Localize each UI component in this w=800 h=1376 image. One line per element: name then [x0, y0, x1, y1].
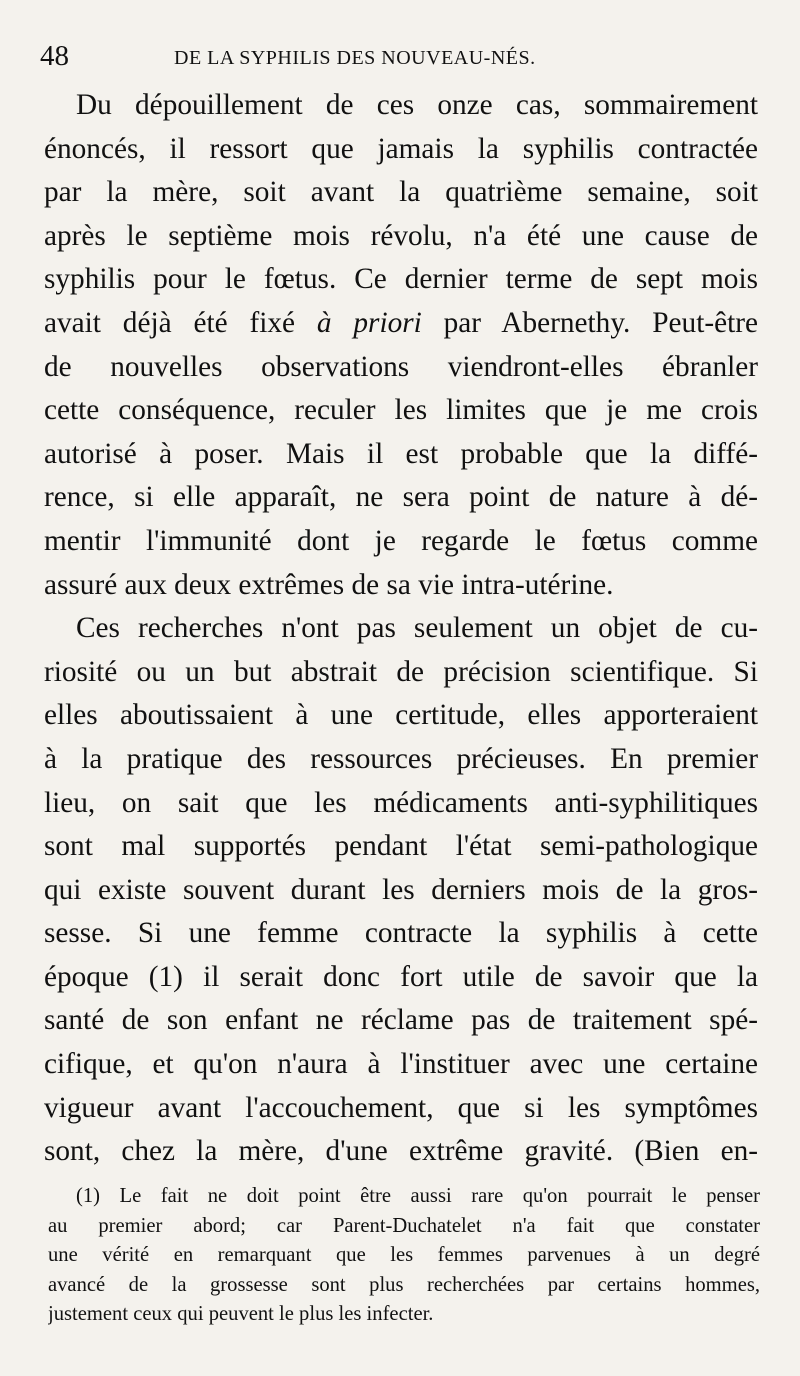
text-line: Ces recherches n'ont pas seulement un objet de cu- — [76, 612, 758, 645]
text-line: cette conséquence, reculer les limites que je me crois — [44, 394, 758, 427]
text-line: autorisé à poser. Mais il est probable que la diffé- — [44, 437, 758, 470]
text-line: vigueur avant l'accouchement, que si les symptômes — [44, 1091, 758, 1124]
footnote-line: une vérité en remarquant que les femmes parvenues à un degré — [48, 1244, 760, 1267]
text-segment: époque — [44, 960, 129, 993]
footnote-line: avancé de la grossesse sont plus recherchées par certains hommes, — [48, 1273, 760, 1296]
text-line — [44, 956, 758, 1000]
text-line: de nouvelles observations viendront-elles ébranler — [44, 350, 758, 383]
footnote-line: au premier abord; car Parent-Duchatelet n'a fait que constater — [48, 1214, 760, 1237]
text-line: après le septième mois révolu, n'a été une cause de — [44, 219, 758, 252]
italic-phrase: à priori — [316, 306, 422, 339]
text-line: riosité ou un but abstrait de précision scientifique. Si — [44, 655, 758, 688]
text-line: cifique, et qu'on n'aura à l'instituer avec une certaine — [44, 1048, 758, 1081]
text-line: mentir l'immunité dont je regarde le fœtus comme — [44, 524, 758, 557]
text-line: énoncés, il ressort que jamais la syphilis contractée — [44, 132, 758, 165]
text-line: à la pratique des ressources précieuses. En premier — [44, 742, 758, 775]
running-title: DE LA SYPHILIS DES NOUVEAU-NÉS. — [174, 47, 536, 69]
footnote-line: justement ceux qui peuvent le plus les infecter. — [48, 1303, 434, 1326]
footnote-line: (1) Le fait ne doit point être aussi rare qu'on pourrait le penser — [76, 1185, 760, 1207]
footnotes — [48, 1182, 760, 1330]
text-line: rence, si elle apparaît, ne sera point de nature à dé- — [44, 481, 758, 514]
text-line: santé de son enfant ne réclame pas de traitement spé- — [44, 1004, 758, 1037]
text-segment: avait déjà été fixé — [44, 306, 296, 339]
footnote-reference: (1) — [148, 960, 183, 993]
text-line — [44, 302, 758, 346]
text-line: elles aboutissaient à une certitude, elles apporteraient — [44, 699, 758, 732]
text-line: assuré aux deux extrêmes de sa vie intra-utérine. — [44, 568, 614, 601]
text-line: par la mère, soit avant la quatrième semaine, soit — [44, 176, 758, 209]
text-line: sesse. Si une femme contracte la syphilis à cette — [44, 917, 758, 950]
text-line: qui existe souvent durant les derniers mois de la gros- — [44, 873, 758, 906]
text-line: sont mal supportés pendant l'état semi-pathologique — [44, 830, 758, 863]
text-line: sont, chez la mère, d'une extrême gravité. (Bien en- — [44, 1135, 758, 1168]
text-segment: par Abernethy. Peut-être — [443, 306, 758, 339]
page-header — [40, 36, 760, 76]
page-number: 48 — [40, 40, 69, 72]
text-segment: il serait donc fort utile de savoir que la — [203, 960, 758, 993]
text-line: lieu, on sait que les médicaments anti-syphilitiques — [44, 786, 758, 819]
text-line: Du dépouillement de ces onze cas, sommairement — [76, 89, 758, 121]
body-text — [44, 84, 758, 1174]
text-line: syphilis pour le fœtus. Ce dernier terme de sept mois — [44, 263, 758, 296]
